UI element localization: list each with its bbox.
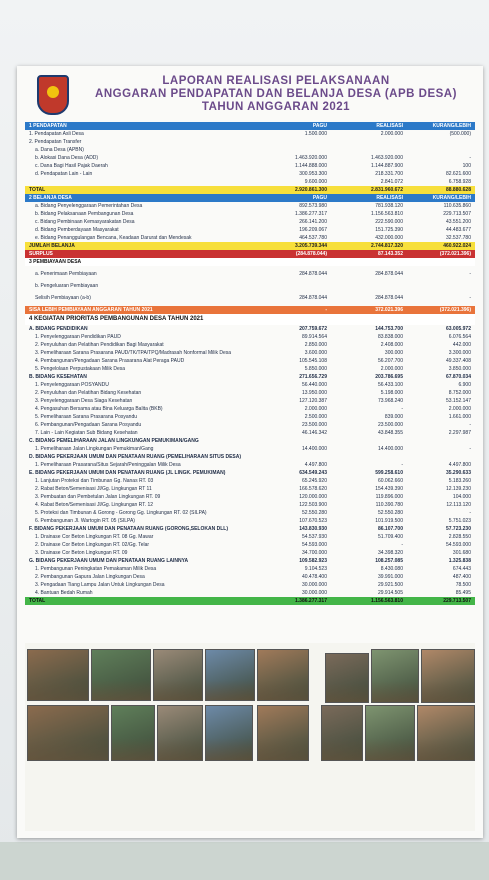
pendapatan-header-col-3: KURANG/LEBIH [432, 123, 471, 129]
prioritas-row-label: 1. Drainase Cor Beton Lingkungan RT. 08 Gg. Mawar [35, 534, 154, 540]
prioritas-row-col-3: 5.751.023 [448, 518, 471, 524]
pendapatan-row-col-2: 1.144.887.900 [371, 163, 403, 169]
prioritas-row-col-2: 51.709.400 [377, 534, 403, 540]
belanja-row-col-3: 32.537.780 [445, 235, 471, 241]
prioritas-row-col-3: 2.000.000 [448, 406, 471, 412]
prioritas-row [25, 333, 475, 341]
prioritas-row-col-3: - [469, 446, 471, 452]
prioritas-row-label: 3. Pembuatan dan Pembetulan Jalan Lingkungan RT. 09 [35, 494, 161, 500]
prioritas-row-col-1: 52.550.280 [301, 510, 327, 516]
prioritas-row [25, 437, 475, 445]
belanja-row-col-2: 151.725.390 [375, 227, 403, 233]
belanja-row-col-3: 43.551.200 [445, 219, 471, 225]
pendapatan-total-row [25, 186, 475, 194]
belanja-row-col-2: 781.938.120 [375, 203, 403, 209]
prioritas-row-col-1: 65.245.920 [301, 478, 327, 484]
prioritas-header-label: 4 KEGIATAN PRIORITAS PEMBANGUNAN DESA TAHUN 2021 [29, 316, 204, 322]
pembiayaan-row-col-3: - [469, 271, 471, 277]
prioritas-row-col-2: 110.390.780 [375, 502, 403, 508]
prioritas-row-col-1: 23.500.000 [301, 422, 327, 428]
documentation-photo [257, 705, 309, 761]
prioritas-row-col-3: 49.337.408 [445, 358, 471, 364]
pendapatan-total-row-col-1: 2.920.861.300 [295, 187, 327, 193]
prioritas-row-col-2: 119.896.000 [375, 494, 403, 500]
prioritas-row-col-3: 5.183.260 [448, 478, 471, 484]
pendapatan-row-col-2: 2.000.000 [380, 131, 403, 137]
prioritas-row [25, 509, 475, 517]
pendapatan-row-label: a. Dana Desa (APBN) [35, 147, 84, 153]
prioritas-row-label: 2. Rabat Beton/Semenisasi Jl/Gg. Lingkungan RT 11 [35, 486, 152, 492]
prioritas-row-col-1: 271.656.729 [299, 374, 327, 380]
documentation-photo [321, 705, 363, 761]
belanja-row [25, 234, 475, 242]
prioritas-row-col-2: - [401, 406, 403, 412]
prioritas-row-col-2: 101.919.500 [375, 518, 403, 524]
prioritas-row-col-3: 1.325.838 [448, 558, 471, 564]
prioritas-row-col-1: 14.400.000 [301, 446, 327, 452]
prioritas-row-label: 3. Pemeliharaan Sarana Prasarana PAUD/TK/TPA/TPQ/Madrasah Nonformal Milik Desa [35, 350, 232, 356]
pembiayaan-header [25, 258, 475, 266]
pendapatan-row [25, 154, 475, 162]
silpa-row-label: SISA LEBIH PEMBIAYAAN ANGGARAN TAHUN 2021 [29, 307, 153, 313]
prioritas-row-col-3: 2.297.987 [448, 430, 471, 436]
pendapatan-row-col-3: 100 [462, 163, 471, 169]
prioritas-row-col-1: 54.593.000 [301, 542, 327, 548]
prioritas-row-col-1: 3.600.000 [304, 350, 327, 356]
prioritas-row-col-2: 73.968.240 [377, 398, 403, 404]
prioritas-row [25, 549, 475, 557]
prioritas-row [25, 445, 475, 453]
pendapatan-header-col-1: PAGU [312, 123, 327, 129]
prioritas-row [25, 573, 475, 581]
surplus-row-col-3: (372.021.396) [439, 251, 471, 257]
belanja-row-col-1: 464.537.780 [299, 235, 327, 241]
prioritas-row [25, 477, 475, 485]
prioritas-row [25, 461, 475, 469]
pendapatan-row [25, 162, 475, 170]
pembiayaan-row-col-1: 284.878.044 [299, 271, 327, 277]
belanja-header [25, 194, 475, 202]
silpa-row-col-1: - [325, 307, 327, 313]
pendapatan-row-label: 1. Pendapatan Asli Desa [29, 131, 84, 137]
pendapatan-row-col-1: 300.953.300 [299, 171, 327, 177]
prioritas-row [25, 405, 475, 413]
pendapatan-header-label: 1 PENDAPATAN [29, 123, 67, 129]
prioritas-row-col-2: 34.398.320 [377, 550, 403, 556]
prioritas-row-col-1: 46.146.342 [301, 430, 327, 436]
documentation-photo [325, 653, 369, 703]
prioritas-row-col-3: 104.000 [452, 494, 471, 500]
title-line-2: ANGGARAN PENDAPATAN DAN BELANJA DESA (APB DESA) [95, 88, 457, 100]
pembiayaan-row-label: Selisih Pembiayaan (a-b) [35, 295, 91, 301]
pembiayaan-row [25, 282, 475, 290]
pembiayaan-row-label: b. Pengeluaran Pembiayaan [35, 283, 99, 289]
pendapatan-row [25, 170, 475, 178]
silpa-row-col-2: 372.021.396 [375, 307, 403, 313]
pendapatan-row [25, 146, 475, 154]
prioritas-row-col-2: 108.257.085 [375, 558, 403, 564]
prioritas-row-label: 5. Pemeliharaan Sarana Prasarana Posyandu [35, 414, 138, 420]
pembiayaan-row [25, 294, 475, 302]
pendapatan-row-label: d. Pendapatan Lain - Lain [35, 171, 93, 177]
prioritas-row-col-1: 120.000.000 [299, 494, 327, 500]
prioritas-row-col-1: 9.104.523 [304, 566, 327, 572]
prioritas-row-col-1: 105.545.108 [299, 358, 327, 364]
belanja-row-label: c. Bidang Pembinaan Kemasyarakatan Desa [35, 219, 135, 225]
prioritas-row-col-2: 52.550.280 [377, 510, 403, 516]
pendapatan-total-row-col-2: 2.831.960.672 [371, 187, 403, 193]
prioritas-row [25, 429, 475, 437]
prioritas-row-col-1: 30.000.000 [301, 582, 327, 588]
prioritas-row-col-3: 3.850.000 [448, 366, 471, 372]
prioritas-row [25, 397, 475, 405]
prioritas-row-col-2: 43.848.355 [377, 430, 403, 436]
documentation-photo [417, 705, 475, 761]
pendapatan-header [25, 122, 475, 130]
prioritas-row [25, 341, 475, 349]
documentation-photo [257, 649, 309, 701]
prioritas-row-col-3: 6.900 [458, 382, 471, 388]
belanja-row [25, 202, 475, 210]
prioritas-total-row-label: TOTAL [29, 598, 46, 604]
surplus-row-label: SURPLUS [29, 251, 53, 257]
pendapatan-row-col-2: 218.331.700 [375, 171, 403, 177]
belanja-total-row [25, 242, 475, 250]
prioritas-row-col-2: - [401, 542, 403, 548]
prioritas-row-label: 6. Pembangunan/Pengadaan Sarana Posyandu [35, 422, 142, 428]
prioritas-row-col-2: 2.408.000 [380, 342, 403, 348]
title-line-1: LAPORAN REALISASI PELAKSANAAN [162, 75, 390, 87]
pendapatan-row-col-3: 6.758.928 [448, 179, 471, 185]
belanja-row-col-1: 196.209.067 [299, 227, 327, 233]
prioritas-row-col-3: 54.593.000 [445, 542, 471, 548]
pendapatan-row-col-1: 1.463.920.000 [295, 155, 327, 161]
prioritas-row [25, 485, 475, 493]
belanja-row-label: e. Bidang Penanggulangan Bencana, Keadaan Darurat dan Mendesak [35, 235, 192, 241]
prioritas-row-label: 1. Lanjutan Proteksi dan Timbunan Gg. Nanas RT. 03 [35, 478, 154, 484]
prioritas-row-col-1: 207.759.672 [299, 326, 327, 332]
belanja-row-col-2: 1.156.563.810 [371, 211, 403, 217]
prioritas-row-label: 1. Pemeliharaan Prasarana/Situs Sejarah/Peninggalan Milik Desa [35, 462, 181, 468]
prioritas-row-col-1: 2.500.000 [304, 414, 327, 420]
belanja-row [25, 210, 475, 218]
prioritas-row-col-3: 1.661.000 [448, 414, 471, 420]
belanja-total-row-col-1: 3.205.739.344 [295, 243, 327, 249]
prioritas-row-col-1: 166.578.620 [299, 486, 327, 492]
pendapatan-row-col-3: - [469, 155, 471, 161]
pendapatan-row-col-2: 2.841.072 [380, 179, 403, 185]
prioritas-row [25, 365, 475, 373]
belanja-row-col-3: 44.483.677 [445, 227, 471, 233]
prioritas-row-col-2: 839.000 [384, 414, 403, 420]
prioritas-row-col-1: 109.582.923 [299, 558, 327, 564]
documentation-photo [371, 649, 419, 703]
prioritas-row [25, 413, 475, 421]
prioritas-row-label: 2. Penyuluhan dan Pelatihan Bidang Kesehatan [35, 390, 142, 396]
prioritas-row-label: 1. Pembangunan Peningkatan Pemakaman Milik Desa [35, 566, 157, 572]
prioritas-row-col-3: - [469, 422, 471, 428]
belanja-row [25, 218, 475, 226]
prioritas-row-col-3: 57.723.230 [445, 526, 471, 532]
prioritas-total-row-col-2: 1.156.563.810 [371, 598, 403, 604]
silpa-row-col-3: (372.021.396) [439, 307, 471, 313]
prioritas-row-col-2: 144.753.700 [375, 326, 403, 332]
prioritas-row-col-2: 203.786.695 [375, 374, 403, 380]
prioritas-row [25, 517, 475, 525]
prioritas-row-col-3: 85.495 [455, 590, 471, 596]
prioritas-row-col-2: 14.400.000 [377, 446, 403, 452]
prioritas-row-label: 5. Pengelolaan Perpustakaan Milik Desa [35, 366, 126, 372]
prioritas-total-row-col-3: 229.713.507 [443, 598, 471, 604]
prioritas-row [25, 565, 475, 573]
prioritas-row-col-2: 2.000.000 [380, 366, 403, 372]
prioritas-row-col-3: 67.870.034 [445, 374, 471, 380]
pendapatan-total-row-label: TOTAL [29, 187, 46, 193]
prioritas-row-col-2: 39.991.000 [377, 574, 403, 580]
prioritas-total-row [25, 597, 475, 605]
documentation-photo [91, 649, 151, 701]
documentation-photo [421, 649, 475, 703]
prioritas-row-col-3: 487.400 [452, 574, 471, 580]
prioritas-row-label: 2. Pembangunan Gapura Jalan Lingkungan Desa [35, 574, 145, 580]
prioritas-row-col-1: 13.950.000 [301, 390, 327, 396]
prioritas-row-label: D. BIDANG PEKERJAAN UMUM DAN PENATAAN RUANG (PEMELIHARAAN SITUS DESA) [29, 454, 242, 460]
belanja-row-label: a. Bidang Penyelenggaraan Pemerintahan Desa [35, 203, 143, 209]
belanja-row-label: d. Bidang Pemberdayaan Masyarakat [35, 227, 119, 233]
belanja-header-col-1: PAGU [312, 195, 327, 201]
pembiayaan-row-label: a. Penerimaan Pembiayaan [35, 271, 97, 277]
prioritas-row-col-3: - [469, 510, 471, 516]
report-banner [17, 66, 483, 838]
documentation-photo [365, 705, 415, 761]
prioritas-row-col-1: 56.440.000 [301, 382, 327, 388]
prioritas-row-col-2: 300.000 [384, 350, 403, 356]
prioritas-row-col-3: 78.500 [455, 582, 471, 588]
prioritas-row-col-1: 2.000.000 [304, 406, 327, 412]
prioritas-row-label: 1. Penyelenggaraan Pendidikan PAUD [35, 334, 121, 340]
documentation-photo [157, 705, 203, 761]
pendapatan-row-col-1: 1.144.888.000 [295, 163, 327, 169]
banner-header [17, 66, 483, 124]
prioritas-row-col-3: 8.752.000 [448, 390, 471, 396]
pendapatan-row-label: 2. Pendapatan Transfer [29, 139, 82, 145]
prioritas-row-col-2: 86.107.700 [377, 526, 403, 532]
prioritas-row-col-3: 2.828.550 [448, 534, 471, 540]
prioritas-row-label: 3. Pengadaan Tiang Lampu Jalan Untuk Lingkungan Desa [35, 582, 165, 588]
prioritas-row-col-2: 23.500.000 [377, 422, 403, 428]
pendapatan-row [25, 178, 475, 186]
surplus-row-col-1: (284.878.044) [295, 251, 327, 257]
prioritas-row-col-1: 107.670.523 [299, 518, 327, 524]
prioritas-row-col-2: 56.207.700 [377, 358, 403, 364]
prioritas-row-col-2: 29.921.500 [377, 582, 403, 588]
prioritas-row [25, 349, 475, 357]
pendapatan-row-col-1: 1.500.000 [304, 131, 327, 137]
prioritas-row-col-1: 5.850.000 [304, 366, 327, 372]
prioritas-row-label: E. BIDANG PEKERJAAN UMUM DAN PENATAAN RUANG (JL LINGK. PEMUKIMAN) [29, 470, 226, 476]
prioritas-row-label: 4. Pengasuhan Bersama atau Bina Keluarga Balita (BKB) [35, 406, 163, 412]
belanja-header-col-2: REALISASI [376, 195, 403, 201]
pendapatan-total-row-col-3: 88.880.628 [445, 187, 471, 193]
documentation-photo [111, 705, 155, 761]
prioritas-row [25, 325, 475, 333]
pendapatan-row [25, 130, 475, 138]
prioritas-row [25, 501, 475, 509]
documentation-photo [205, 649, 255, 701]
prioritas-row-col-2: 60.062.660 [377, 478, 403, 484]
prioritas-total-row-col-1: 1.386.277.317 [295, 598, 327, 604]
belanja-row-label: b. Bidang Pelaksanaan Pembangunan Desa [35, 211, 134, 217]
pendapatan-row-label: c. Dana Bagi Hasil Pajak Daerah [35, 163, 108, 169]
title-line-3: TAHUN ANGGARAN 2021 [201, 101, 351, 113]
prioritas-row-col-1: 122.503.900 [299, 502, 327, 508]
pendapatan-row-col-1: 9.600.000 [304, 179, 327, 185]
documentation-photo [27, 705, 109, 761]
prioritas-row-col-3: 6.076.564 [448, 334, 471, 340]
prioritas-row-col-3: 63.005.972 [445, 326, 471, 332]
belanja-row-col-1: 1.386.277.317 [295, 211, 327, 217]
prioritas-row-col-2: 29.914.505 [377, 590, 403, 596]
regency-logo-icon [37, 75, 69, 115]
prioritas-row-col-2: 56.433.100 [377, 382, 403, 388]
belanja-row-col-3: 229.713.507 [443, 211, 471, 217]
prioritas-row [25, 541, 475, 549]
prioritas-row [25, 589, 475, 597]
pendapatan-row-label: b. Alokasi Dana Desa (ADD) [35, 155, 99, 161]
prioritas-row-label: G. BIDANG PEKERJAAN UMUM DAN PENATAAN RUANG LAINNYA [29, 558, 189, 564]
prioritas-row-label: 3. Drainase Cor Beton Lingkungan RT. 09 [35, 550, 128, 556]
prioritas-row-label: 1. Pemeliharaan Jalan Lingkungan Pemukiman/Gang [35, 446, 154, 452]
belanja-header-col-3: KURANG/LEBIH [432, 195, 471, 201]
belanja-total-row-label: JUMLAH BELANJA [29, 243, 75, 249]
belanja-row-col-1: 892.573.980 [299, 203, 327, 209]
prioritas-row-col-2: 599.258.610 [375, 470, 403, 476]
pendapatan-row-col-3: (500.000) [449, 131, 471, 137]
belanja-total-row-col-3: 460.922.024 [443, 243, 471, 249]
prioritas-row-col-1: 40.478.400 [301, 574, 327, 580]
prioritas-row-col-2: 83.838.000 [377, 334, 403, 340]
prioritas-row-label: 5. Proteksi dan Timbunan & Gorong - Gorong Gg. Lingkungan RT. 02 (SILPA) [35, 510, 207, 516]
prioritas-row-label: 7. Lain - Lain Kegiatan Sub Bidang Kesehatan [35, 430, 138, 436]
prioritas-row-col-3: 12.113.120 [446, 502, 471, 508]
prioritas-row-col-1: 127.120.387 [299, 398, 327, 404]
prioritas-row-col-1: 54.537.930 [301, 534, 327, 540]
surplus-row-col-2: 87.143.352 [377, 251, 403, 257]
prioritas-row [25, 381, 475, 389]
documentation-photo [205, 705, 253, 761]
pendapatan-row-col-3: 82.621.600 [445, 171, 471, 177]
prioritas-row-label: 4. Bantuan Bedah Rumah [35, 590, 93, 596]
prioritas-row-col-1: 634.549.243 [299, 470, 327, 476]
prioritas-row-col-3: 3.300.000 [448, 350, 471, 356]
surplus-row [25, 250, 475, 258]
pembiayaan-header-label: 3 PEMBIAYAAN DESA [29, 259, 82, 265]
prioritas-row-col-2: - [401, 462, 403, 468]
belanja-row-col-2: 432.000.000 [375, 235, 403, 241]
prioritas-row-col-1: 30.000.000 [301, 590, 327, 596]
belanja-total-row-col-2: 2.744.817.320 [371, 243, 403, 249]
prioritas-row [25, 373, 475, 381]
pembiayaan-row-col-1: 284.878.044 [299, 295, 327, 301]
pendapatan-row [25, 138, 475, 146]
prioritas-row-col-2: 154.439.390 [375, 486, 403, 492]
prioritas-row-label: 2. Penyuluhan dan Pelatihan Pendidikan Bagi Masyarakat [35, 342, 164, 348]
prioritas-row [25, 493, 475, 501]
floor-background [0, 842, 489, 880]
pembiayaan-row-col-3: - [469, 295, 471, 301]
documentation-photo [27, 649, 89, 701]
report-table [25, 122, 475, 605]
prioritas-row-col-2: 5.198.000 [380, 390, 403, 396]
prioritas-row [25, 389, 475, 397]
prioritas-row-col-1: 2.850.000 [304, 342, 327, 348]
prioritas-row-label: 1. Penyelenggaraan POSYANDU [35, 382, 109, 388]
belanja-row-col-2: 222.590.000 [375, 219, 403, 225]
prioritas-row [25, 453, 475, 461]
pembiayaan-row [25, 270, 475, 278]
prioritas-row-col-2: 8.430.080 [380, 566, 403, 572]
prioritas-row [25, 557, 475, 565]
prioritas-row [25, 533, 475, 541]
prioritas-row-label: 4. Rabat Beton/Semenisasi Jl/Gg. Lingkungan RT. 12 [35, 502, 154, 508]
prioritas-row-label: 6. Pembangunan Jl. Wartogin RT. 05 (SILPA) [35, 518, 135, 524]
prioritas-row [25, 525, 475, 533]
prioritas-row [25, 469, 475, 477]
prioritas-row-col-3: 35.290.633 [445, 470, 471, 476]
prioritas-row-col-3: 442.000 [452, 342, 471, 348]
prioritas-row-col-3: 4.497.800 [448, 462, 471, 468]
prioritas-row-label: A. BIDANG PENDIDIKAN [29, 326, 88, 332]
belanja-row-col-1: 266.141.200 [299, 219, 327, 225]
prioritas-row [25, 421, 475, 429]
pembiayaan-row-col-2: 284.878.044 [375, 295, 403, 301]
prioritas-row-col-1: 89.914.564 [301, 334, 327, 340]
pendapatan-header-col-2: REALISASI [376, 123, 403, 129]
prioritas-row-col-3: 53.152.147 [445, 398, 471, 404]
prioritas-row-col-1: 143.830.930 [299, 526, 327, 532]
prioritas-row-col-3: 301.680 [452, 550, 471, 556]
documentation-photo [153, 649, 203, 701]
prioritas-header [25, 314, 475, 325]
pendapatan-row-col-2: 1.463.920.000 [371, 155, 403, 161]
prioritas-row-label: 2. Drainase Cor Beton Lingkungan RT. 02/Gg. Telar [35, 542, 150, 548]
prioritas-row-col-3: 674.443 [452, 566, 471, 572]
prioritas-row [25, 357, 475, 365]
belanja-row [25, 226, 475, 234]
documentation-photos [25, 643, 475, 831]
prioritas-row-col-1: 4.497.800 [304, 462, 327, 468]
silpa-row [25, 306, 475, 314]
belanja-row-col-3: 110.635.860 [443, 203, 471, 209]
prioritas-row-label: 4. Pembangunan/Pengadaan Sarana Prasarana Alat Peraga PAUD [35, 358, 185, 364]
prioritas-row-label: F. BIDANG PEKERJAAN UMUM DAN PENATAAN RUANG (GORONG,SELOKAN DLL) [29, 526, 228, 532]
prioritas-row-label: 3. Penyelenggaraan Desa Siaga Kesehatan [35, 398, 133, 404]
prioritas-row [25, 581, 475, 589]
prioritas-row-col-1: 34.700.000 [301, 550, 327, 556]
belanja-header-label: 2 BELANJA DESA [29, 195, 72, 201]
prioritas-row-label: B. BIDANG KESEHATAN [29, 374, 87, 380]
pembiayaan-row-col-2: 284.878.044 [375, 271, 403, 277]
prioritas-row-col-3: 12.139.230 [445, 486, 471, 492]
prioritas-row-label: C. BIDANG PEMELIHARAAN JALAN LINGKUNGAN PEMUKIMAN/GANG [29, 438, 199, 444]
